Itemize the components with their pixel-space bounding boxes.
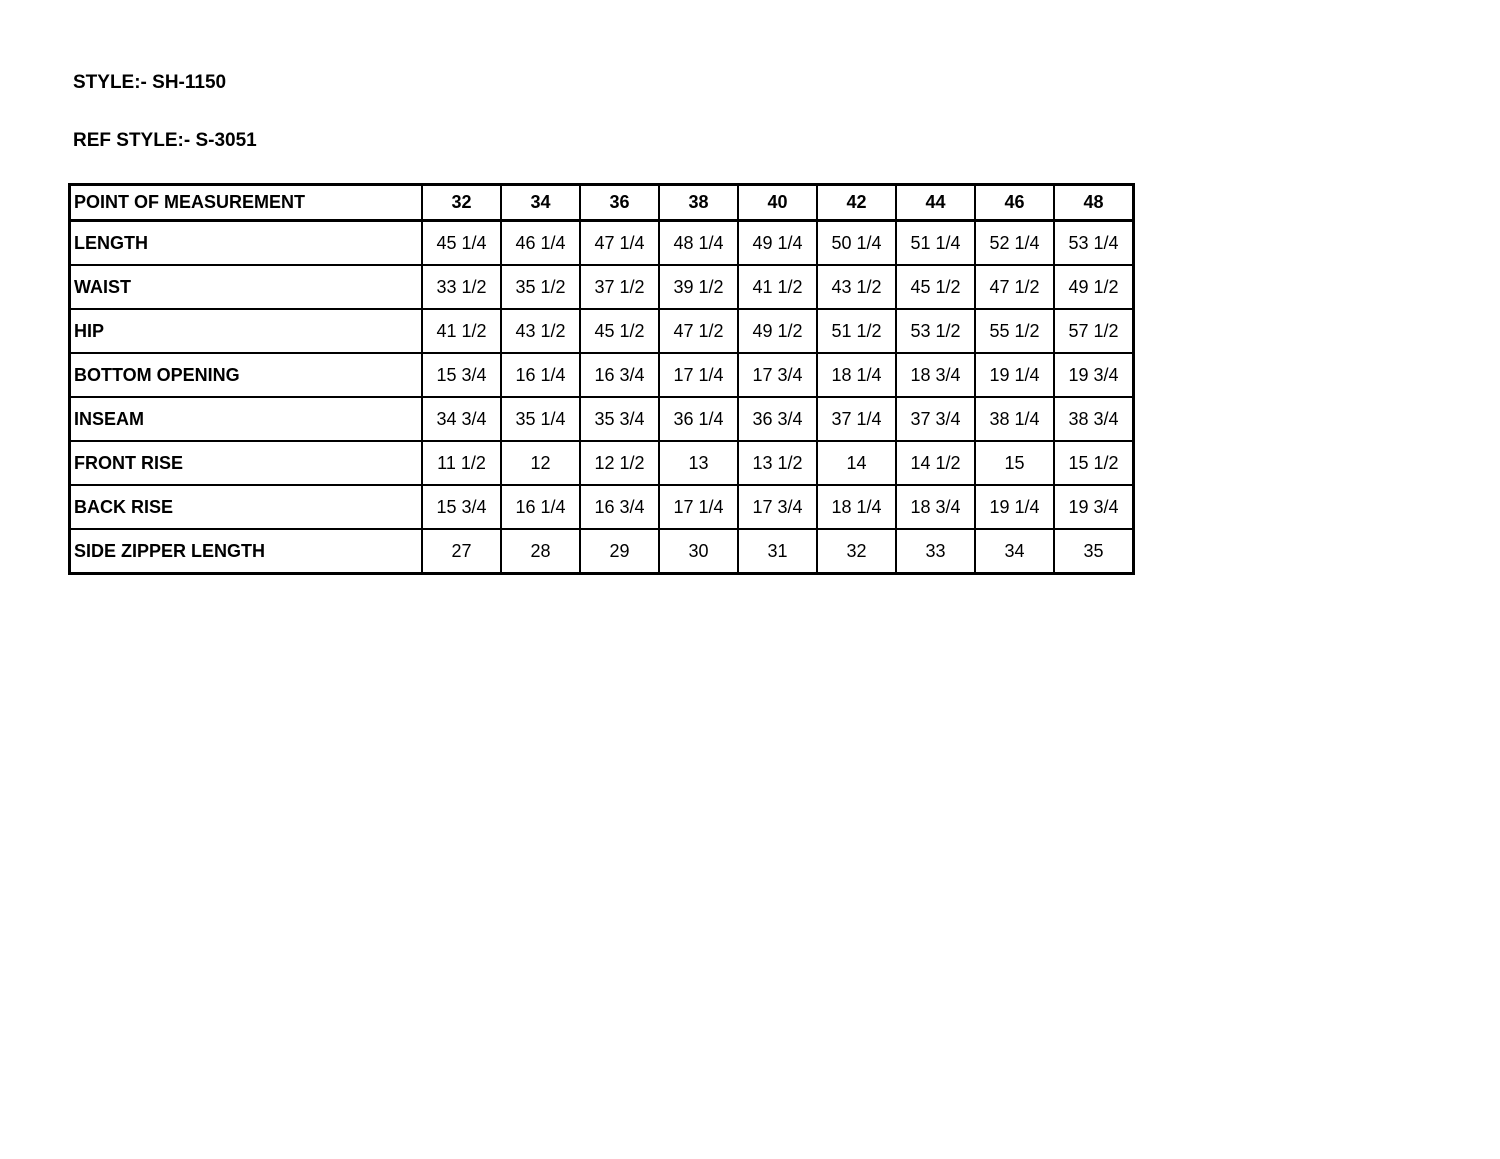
measurement-value: 51 1/2: [817, 309, 896, 353]
table-row: [70, 221, 1134, 266]
measurement-value: 12 1/2: [580, 441, 659, 485]
measurement-value: 39 1/2: [659, 265, 738, 309]
measurement-value: 13: [659, 441, 738, 485]
measurement-value: 18 3/4: [896, 353, 975, 397]
measurement-value: 50 1/4: [817, 221, 896, 266]
table-row: [70, 397, 1134, 441]
measurement-value: 33 1/2: [422, 265, 501, 309]
point-of-measurement-header: POINT OF MEASUREMENT: [70, 185, 423, 221]
measurement-value: 34 3/4: [422, 397, 501, 441]
measurement-value: 47 1/2: [659, 309, 738, 353]
measurement-value: 49 1/2: [738, 309, 817, 353]
measurement-value: 11 1/2: [422, 441, 501, 485]
measurement-value: 13 1/2: [738, 441, 817, 485]
measurement-label: FRONT RISE: [70, 441, 423, 485]
measurement-value: 33: [896, 529, 975, 574]
measurement-value: 45 1/2: [580, 309, 659, 353]
measurement-value: 15 3/4: [422, 485, 501, 529]
measurement-value: 57 1/2: [1054, 309, 1134, 353]
ref-style-number: REF STYLE:- S-3051: [73, 130, 257, 151]
size-header: 34: [501, 185, 580, 221]
size-header: 48: [1054, 185, 1134, 221]
measurement-value: 15 1/2: [1054, 441, 1134, 485]
measurement-value: 52 1/4: [975, 221, 1054, 266]
measurement-value: 27: [422, 529, 501, 574]
size-header: 44: [896, 185, 975, 221]
measurement-value: 12: [501, 441, 580, 485]
table-row: [70, 265, 1134, 309]
measurement-value: 51 1/4: [896, 221, 975, 266]
measurement-value: 38 1/4: [975, 397, 1054, 441]
measurement-value: 48 1/4: [659, 221, 738, 266]
measurement-value: 35 3/4: [580, 397, 659, 441]
size-header: 36: [580, 185, 659, 221]
measurement-value: 19 3/4: [1054, 485, 1134, 529]
measurement-value: 16 3/4: [580, 485, 659, 529]
measurement-label: BACK RISE: [70, 485, 423, 529]
size-header: 42: [817, 185, 896, 221]
measurement-value: 35 1/2: [501, 265, 580, 309]
measurement-value: 36 1/4: [659, 397, 738, 441]
table-body: [70, 221, 1134, 574]
style-number: STYLE:- SH-1150: [73, 72, 227, 93]
measurement-value: 15 3/4: [422, 353, 501, 397]
measurement-label: INSEAM: [70, 397, 423, 441]
measurement-value: 45 1/4: [422, 221, 501, 266]
measurement-value: 34: [975, 529, 1054, 574]
measurement-value: 41 1/2: [738, 265, 817, 309]
size-header: 46: [975, 185, 1054, 221]
measurement-value: 29: [580, 529, 659, 574]
measurement-value: 41 1/2: [422, 309, 501, 353]
measurement-value: 55 1/2: [975, 309, 1054, 353]
measurement-value: 49 1/4: [738, 221, 817, 266]
measurement-value: 17 3/4: [738, 485, 817, 529]
measurement-value: 17 1/4: [659, 353, 738, 397]
measurement-table: [68, 183, 1135, 575]
table-row: [70, 485, 1134, 529]
measurement-label: LENGTH: [70, 221, 423, 266]
table-row: [70, 529, 1134, 574]
measurement-value: 30: [659, 529, 738, 574]
measurement-value: 53 1/4: [1054, 221, 1134, 266]
measurement-value: 49 1/2: [1054, 265, 1134, 309]
measurement-value: 19 1/4: [975, 485, 1054, 529]
measurement-label: BOTTOM OPENING: [70, 353, 423, 397]
measurement-value: 53 1/2: [896, 309, 975, 353]
measurement-value: 15: [975, 441, 1054, 485]
size-header: 32: [422, 185, 501, 221]
measurement-value: 35: [1054, 529, 1134, 574]
table-row: [70, 353, 1134, 397]
measurement-value: 43 1/2: [817, 265, 896, 309]
measurement-value: 45 1/2: [896, 265, 975, 309]
measurement-value: 43 1/2: [501, 309, 580, 353]
size-header: 40: [738, 185, 817, 221]
measurement-label: SIDE ZIPPER LENGTH: [70, 529, 423, 574]
measurement-value: 14: [817, 441, 896, 485]
measurement-value: 37 1/4: [817, 397, 896, 441]
measurement-value: 18 1/4: [817, 485, 896, 529]
measurement-value: 31: [738, 529, 817, 574]
measurement-value: 16 3/4: [580, 353, 659, 397]
size-header: 38: [659, 185, 738, 221]
measurement-value: 36 3/4: [738, 397, 817, 441]
measurement-value: 28: [501, 529, 580, 574]
measurement-value: 18 1/4: [817, 353, 896, 397]
measurement-value: 32: [817, 529, 896, 574]
measurement-value: 17 1/4: [659, 485, 738, 529]
measurement-value: 47 1/2: [975, 265, 1054, 309]
measurement-value: 18 3/4: [896, 485, 975, 529]
measurement-value: 37 1/2: [580, 265, 659, 309]
measurement-value: 46 1/4: [501, 221, 580, 266]
table-header-row: [70, 185, 1134, 221]
table-row: [70, 441, 1134, 485]
measurement-value: 35 1/4: [501, 397, 580, 441]
measurement-value: 19 1/4: [975, 353, 1054, 397]
measurement-value: 14 1/2: [896, 441, 975, 485]
measurement-value: 38 3/4: [1054, 397, 1134, 441]
measurement-label: WAIST: [70, 265, 423, 309]
table-row: [70, 309, 1134, 353]
measurement-value: 37 3/4: [896, 397, 975, 441]
measurement-label: HIP: [70, 309, 423, 353]
measurement-value: 16 1/4: [501, 485, 580, 529]
measurement-value: 19 3/4: [1054, 353, 1134, 397]
measurement-value: 17 3/4: [738, 353, 817, 397]
measurement-value: 47 1/4: [580, 221, 659, 266]
measurement-value: 16 1/4: [501, 353, 580, 397]
